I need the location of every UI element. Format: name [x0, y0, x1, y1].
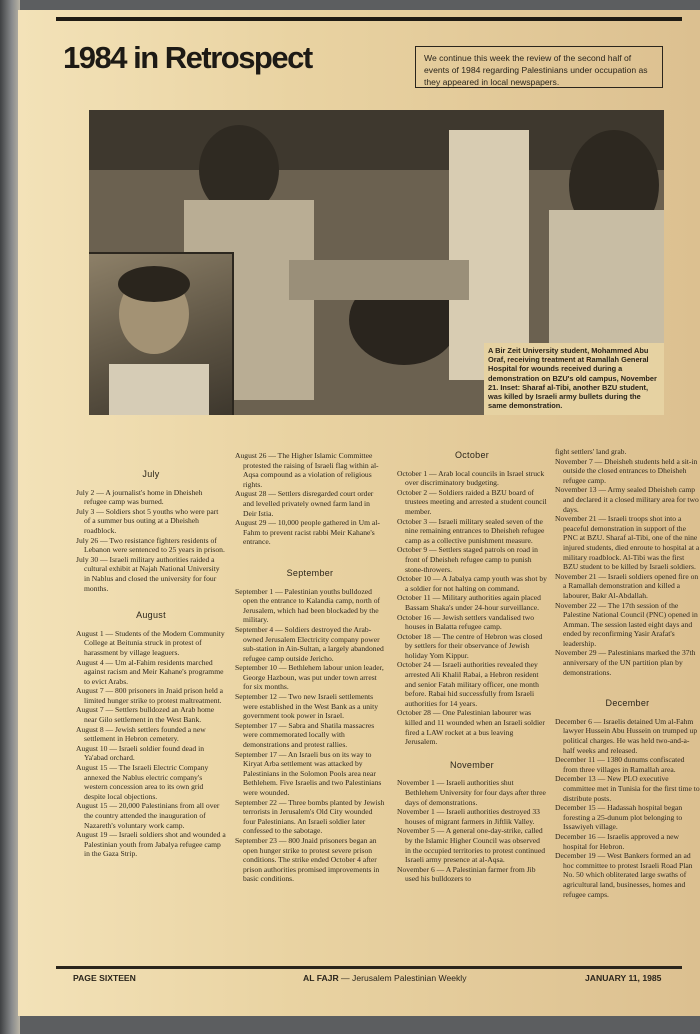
chronology-entry: November 29 — Palestinians marked the 37th anniversary of the UN partition plan by demonstrations. — [555, 648, 696, 677]
top-rule — [56, 17, 682, 21]
chronology-entry: December 6 — Israelis detained Um al-Fahm lawyer Hussein Abu Hussein on trumped up political charges. He was held two-and-a-half weeks and released. — [555, 716, 698, 755]
chronology-entry: July 26 — Two resistance fighters residents of Lebanon were sentenced to 25 years in prison. — [76, 535, 225, 555]
page-spine — [0, 0, 20, 1034]
chronology-entry: September 12 — Two new Israeli settlements were established in the West Bank as a unity government took power in Israel. — [235, 692, 379, 721]
column-4 — [555, 447, 700, 899]
chronology-entry: October 16 — Jewish settlers vandalised two houses in Balatta refugee camp. — [397, 612, 535, 632]
chronology-entry: November 5 — A general one-day-strike, called by the Islamic Higher Council was observed in the occupied territories to protest continued Israeli army presence at al-Aqsa. — [397, 826, 546, 865]
section — [76, 611, 226, 859]
section — [555, 699, 700, 899]
chronology-entry: August 28 — Settlers disregarded court order and levelled privately owned farm land in Deir Istia. — [235, 489, 374, 518]
section — [235, 569, 385, 884]
chronology-entry: August 4 — Um al-Fahim residents marched against racism and Meir Kahane's programme to evict Arabs. — [76, 657, 224, 686]
chronology-entry: July 3 — Soldiers shot 5 youths who were part of a summer bus outing at a Dheisheh roadblock. — [76, 506, 219, 535]
section — [397, 761, 547, 884]
headline: 1984 in Retrospect — [63, 40, 312, 75]
chronology-entry: August 10 — Israeli soldier found dead in Ya'abad orchard. — [76, 743, 205, 763]
chronology-entry: November 6 — A Palestinian farmer from Jib used his bulldozers to — [397, 864, 536, 884]
chronology-entry: September 4 — Soldiers destroyed the Arab-owned Jerusalem Electricity company power sub-station in Ain-Sultan, a largely abandoned refugee camp outside Jericho. — [235, 624, 384, 663]
chronology-entry: August 15 — The Israeli Electric Company annexed the Nablus electric company's western concession area to its own grid despite local objections. — [76, 763, 209, 801]
section-heading: October — [454, 450, 490, 460]
chronology-entry: July 30 — Israeli military authorities raided a cultural exhibit at Najah National University in Nablus and closed the university for four months. — [76, 554, 220, 593]
column-1 — [76, 470, 226, 859]
chronology-entry: December 19 — West Bankers formed an ad hoc committee to protest Israeli Road Plan No. 50 which obliterated large swaths of agricultural land, businesses, homes and refugee camps. — [555, 851, 693, 899]
chronology-entry: August 7 — Settlers bulldozed an Arab home near Gilo settlement in the West Bank. — [76, 705, 215, 725]
chronology-entry: November 13 — Army sealed Dheisheh camp and declared it a closed military area for two days. — [555, 485, 699, 514]
chronology-entry: August 15 — 20,000 Palestinians from all over the country attended the inauguration of Nazareth's voluntary work camp. — [76, 801, 220, 830]
column-3 — [397, 451, 547, 884]
news-photo — [89, 110, 664, 415]
chronology-entry: December 11 — 1380 dunums confiscated from three villages in Ramallah area. — [555, 755, 685, 774]
chronology-entry: October 2 — Soldiers raided a BZU board of trustees meeting and arrested a student council member. — [397, 487, 547, 516]
inset-photo — [89, 252, 234, 415]
column-2 — [235, 451, 385, 884]
section — [235, 451, 385, 547]
section — [397, 451, 547, 747]
chronology-entry: October 24 — Israeli authorities revealed they arrested Ali Khalil Rabai, a Hebron resident and senior Fatah military officer, one month before. Rabai hid successfully from Israeli authorities for 14 years. — [397, 660, 539, 708]
bottom-rule — [56, 966, 682, 969]
chronology-entry: August 1 — Students of the Modern Community College at Beitunia struck in protest of harassment by village leaguers. — [76, 628, 225, 657]
section-heading: November — [450, 759, 494, 770]
chronology-entry: September 17 — Sabra and Shatila massacres were commemorated locally with demonstrations and protest rallies. — [235, 720, 375, 750]
chronology-entry: October 18 — The centre of Hebron was closed by settlers for their observance of Jewish holiday Yom Kippur. — [397, 631, 543, 660]
page-number: PAGE SIXTEEN — [73, 973, 136, 983]
chronology-entry: December 15 — Hadassah hospital began foresting a 25-dunum plot belonging to Issawiyeh village. — [555, 803, 683, 832]
chronology-entry: November 21 — Israeli troops shot into a peaceful demonstration in support of the PNC at BZU. Sharaf al-Tibi, one of the nine injured students, died enroute to hospital at a military roadblock. Al-Tibi was the first BZU student to be killed by Israeli soldiers. — [555, 514, 700, 572]
chronology-entry: October 3 — Israeli military sealed seven of the nine remaining entrances to Dheisheh refugee camp as a collective punishment measure. — [397, 516, 545, 545]
chronology-entry: December 16 — Israelis approved a new hospital for Hebron. — [555, 831, 679, 851]
issue-date: JANUARY 11, 1985 — [585, 973, 662, 983]
chronology-entry: August 19 — Israeli soldiers shot and wounded a Palestinian youth from Jabalya refugee camp in the Gaza Strip. — [76, 830, 226, 859]
chronology-entry: November 21 — Israeli soldiers opened fire on a Ramallah demonstration and killed a labourer, Bakr Al-Abdallah. — [555, 571, 699, 600]
photo-caption: A Bir Zeit University student, Mohammed Abu Oraf, receiving treatment at Ramallah General Hospital for wounds received during a demonstration on BZU's old campus, November 21. Inset: Sharaf al-Tibi, another BZU student, was killed by Israeli army bullets during the same demonstration. — [484, 343, 664, 415]
section-heading: August — [136, 610, 166, 621]
chronology-entry: November 22 — The 17th session of the Palestine National Council (PNC) opened in Amman. The session lasted eight days and ended by reconfirming Yasir Arafat's leadership. — [555, 600, 698, 648]
intro-box: We continue this week the review of the second half of events of 1984 regarding Palestinians under occupation as they appeared in local newspapers. — [415, 46, 663, 88]
chronology-entry: September 23 — 800 Jnaid prisoners began an open hunger strike to protest severe prison conditions. The strike ended October 4 after prison authorities promised improvements in basic conditions. — [235, 835, 380, 884]
chronology-entry: fight settlers' land grab. — [555, 447, 627, 456]
chronology-entry: October 9 — Settlers staged patrols on road in front of Dheisheh refugee camp to punish stone-throwers. — [397, 545, 538, 574]
chronology-entry: September 22 — Three bombs planted by Jewish terrorists in Jerusalem's Old City wounded four Palestinians. An Israeli soldier later confessed to the sabotage. — [235, 797, 385, 836]
section-heading: July — [142, 469, 160, 479]
chronology-entry: November 7 — Dheisheh students held a sit-in outside the closed entrances to Dheisheh refugee camp. — [555, 456, 698, 485]
section-heading: September — [286, 567, 334, 578]
paper-name: AL FAJR — Jerusalem Palestinian Weekly — [303, 973, 467, 983]
chronology-entry: December 13 — New PLO executive committee met in Tunisia for the first time to distribute posts. — [555, 774, 700, 803]
chronology-entry: July 2 — A journalist's home in Dheisheh refugee camp was burned. — [76, 487, 203, 507]
chronology-entry: August 29 — 10,000 people gathered in Um al-Fahm to prevent racist rabbi Meir Kahane's entrance. — [235, 518, 380, 547]
chronology-entry: October 1 — Arab local councils in Israel struck over discriminatory budgeting. — [397, 468, 545, 488]
section — [76, 470, 226, 593]
chronology-entry: August 7 — 800 prisoners in Jnaid prison held a limited hunger strike to protest maltreatment. — [76, 686, 224, 705]
chronology-entry: September 10 — Bethlehem labour union leader, George Hazboun, was put under town arrest for six months. — [235, 663, 384, 692]
chronology-entry: August 8 — Jewish settlers founded a new settlement in Hebron cemetery. — [76, 724, 206, 744]
section — [555, 447, 700, 677]
chronology-entry: November 1 — Israeli authorities shut Bethlehem University for four days after three days of demonstrations. — [397, 778, 546, 807]
chronology-entry: September 1 — Palestinian youths bulldozed open the entrance to Kalandia camp, north of Jerusalem, which had been blockaded by the military. — [235, 586, 381, 625]
chronology-entry: October 10 — A Jabalya camp youth was shot by a soldier for not halting on command. — [397, 574, 547, 593]
section-heading: December — [605, 698, 650, 709]
chronology-entry: November 1 — Israeli authorities destroyed 33 houses of migrant farmers in Jiftlik Valley. — [397, 807, 540, 826]
chronology-entry: August 26 — The Higher Islamic Committee protested the raising of Israeli flag within al-Aqsa compound as a violation of religious rights. — [235, 451, 379, 489]
chronology-entry: September 17 — An Israeli bus on its way to Kiryat Arba settlement was attacked by Palestinians in the Solomon Pools area near Bethlehem. Five Israelis and two Palestinians were wounded. — [235, 749, 382, 797]
chronology-entry: October 11 — Military authorities again placed Bassam Shaka's under 24-hour surveillance. — [397, 593, 541, 612]
chronology-entry: October 28 — One Palestinian labourer was killed and 11 wounded when an Israeli soldier fired a LAW rocket at a bus leaving Jerusalem. — [397, 708, 545, 747]
